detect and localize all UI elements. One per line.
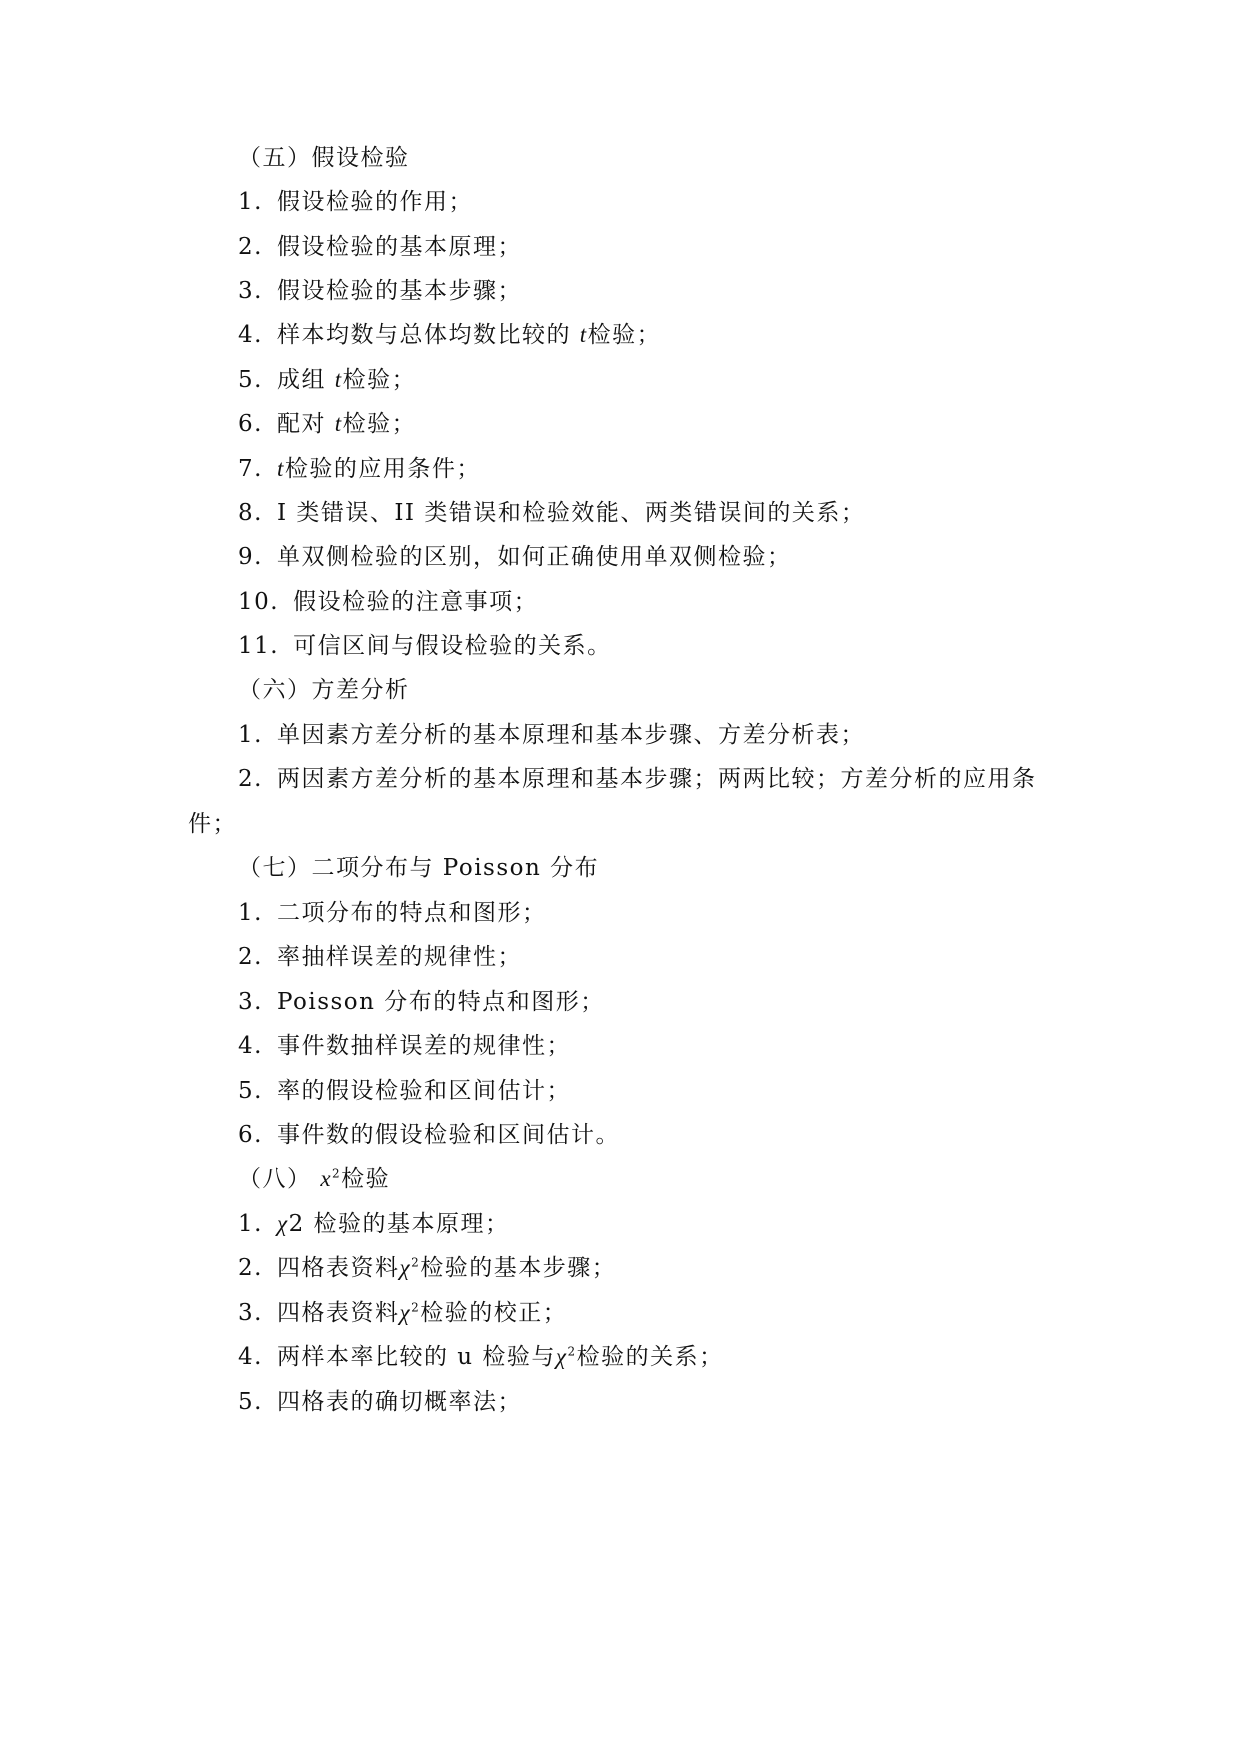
list-item bbox=[238, 1209, 510, 1239]
item-text: 配对 bbox=[276, 411, 335, 437]
item-text: Poisson 分布的特点和图形； bbox=[276, 989, 605, 1015]
list-item bbox=[238, 587, 538, 617]
list-item bbox=[238, 631, 612, 661]
item-text: 四格表资料 bbox=[276, 1255, 400, 1281]
item-number: 3. bbox=[238, 1300, 263, 1326]
list-item bbox=[238, 1253, 616, 1283]
chi-symbol: χ bbox=[399, 1300, 412, 1325]
item-number: 1. bbox=[238, 722, 263, 748]
item-text: 两因素方差分析的基本原理和基本步骤；两两比较；方差分析的应用条 bbox=[276, 766, 1037, 792]
item-number: 4. bbox=[238, 322, 263, 348]
chi-symbol: x bbox=[320, 1166, 333, 1191]
list-item bbox=[238, 542, 791, 572]
t-symbol: t bbox=[276, 456, 285, 481]
list-item bbox=[238, 320, 661, 350]
item-text: 检验； bbox=[587, 322, 662, 348]
item-text: 假设检验的基本原理； bbox=[276, 234, 522, 260]
section-heading-8 bbox=[238, 1164, 390, 1194]
item-text: 假设检验的作用； bbox=[276, 189, 473, 215]
t-symbol: t bbox=[579, 322, 588, 347]
list-item bbox=[238, 276, 522, 306]
item-text: 检验的关系； bbox=[576, 1344, 724, 1370]
item-number: 6. bbox=[238, 411, 263, 437]
list-item bbox=[238, 365, 416, 395]
list-item bbox=[238, 409, 416, 439]
item-number: 1. bbox=[238, 189, 263, 215]
superscript: 2 bbox=[567, 1344, 577, 1359]
item-text: 四格表资料 bbox=[276, 1300, 400, 1326]
list-item bbox=[238, 1076, 571, 1106]
item-number: 5. bbox=[238, 367, 263, 393]
list-item bbox=[238, 898, 546, 928]
item-text: 单双侧检验的区别，如何正确使用单双侧检验； bbox=[276, 544, 792, 570]
chi-symbol: χ bbox=[399, 1255, 412, 1280]
heading-text: 检验 bbox=[341, 1166, 391, 1192]
item-number: 2. bbox=[238, 234, 263, 260]
item-text: 检验的基本原理； bbox=[313, 1211, 510, 1237]
chi-symbol: χ bbox=[555, 1344, 568, 1369]
list-item bbox=[238, 498, 865, 528]
item-number: 4. bbox=[238, 1033, 263, 1059]
t-symbol: t bbox=[334, 367, 343, 392]
item-text: 样本均数与总体均数比较的 bbox=[276, 322, 580, 348]
item-text: 可信区间与假设检验的关系。 bbox=[293, 633, 612, 659]
item-text: 假设检验的基本步骤； bbox=[276, 278, 522, 304]
item-text: 四格表的确切概率法； bbox=[276, 1389, 522, 1415]
list-item bbox=[238, 187, 473, 217]
item-number: 2. bbox=[238, 766, 263, 792]
item-text: 成组 bbox=[276, 367, 335, 393]
item-number: 6. bbox=[238, 1122, 263, 1148]
item-text: 率的假设检验和区间估计； bbox=[276, 1078, 571, 1104]
section-heading-7: （七）二项分布与 Poisson 分布 bbox=[238, 855, 600, 881]
item-number: 3. bbox=[238, 989, 263, 1015]
list-item bbox=[238, 1387, 522, 1417]
list-item bbox=[238, 987, 605, 1017]
list-item bbox=[238, 232, 522, 262]
list-item bbox=[238, 1120, 620, 1150]
item-number: 10. bbox=[238, 589, 280, 615]
list-item bbox=[238, 1342, 724, 1372]
list-item-continuation: 件； bbox=[188, 811, 237, 837]
list-item bbox=[238, 764, 1036, 794]
item-number: 11. bbox=[238, 633, 280, 659]
item-number: 8. bbox=[238, 500, 263, 526]
item-text: 2 bbox=[288, 1211, 314, 1237]
superscript: 2 bbox=[411, 1255, 421, 1270]
list-item bbox=[238, 1031, 571, 1061]
item-text: 检验； bbox=[342, 367, 417, 393]
section-heading-6: （六）方差分析 bbox=[238, 677, 410, 703]
item-text: 假设检验的注意事项； bbox=[293, 589, 539, 615]
item-number: 1. bbox=[238, 1211, 263, 1237]
item-text: 单因素方差分析的基本原理和基本步骤、方差分析表； bbox=[276, 722, 865, 748]
superscript: 2 bbox=[411, 1300, 421, 1315]
heading-text: （八） bbox=[238, 1166, 321, 1192]
item-text: 检验； bbox=[342, 411, 417, 437]
superscript: 2 bbox=[332, 1166, 342, 1181]
item-text: 两样本率比较的 u 检验与 bbox=[276, 1344, 556, 1370]
list-item bbox=[238, 720, 865, 750]
item-text: 率抽样误差的规律性； bbox=[276, 944, 522, 970]
item-text: 检验的校正； bbox=[420, 1300, 568, 1326]
item-number: 4. bbox=[238, 1344, 263, 1370]
item-text: 事件数的假设检验和区间估计。 bbox=[276, 1122, 620, 1148]
chi-symbol: χ bbox=[276, 1211, 289, 1236]
item-number: 1. bbox=[238, 900, 263, 926]
item-number: 5. bbox=[238, 1389, 263, 1415]
item-number: 2. bbox=[238, 1255, 263, 1281]
item-text: 二项分布的特点和图形； bbox=[276, 900, 547, 926]
item-text: 检验的基本步骤； bbox=[420, 1255, 617, 1281]
item-text: 事件数抽样误差的规律性； bbox=[276, 1033, 571, 1059]
list-item bbox=[238, 454, 481, 484]
list-item bbox=[238, 942, 522, 972]
item-number: 9. bbox=[238, 544, 263, 570]
item-text: 检验的应用条件； bbox=[284, 456, 481, 482]
item-number: 3. bbox=[238, 278, 263, 304]
section-heading-5: （五）假设检验 bbox=[238, 145, 410, 171]
item-number: 7. bbox=[238, 456, 263, 482]
item-number: 5. bbox=[238, 1078, 263, 1104]
item-number: 2. bbox=[238, 944, 263, 970]
item-text: I 类错误、II 类错误和检验效能、两类错误间的关系； bbox=[276, 500, 866, 526]
t-symbol: t bbox=[334, 411, 343, 436]
list-item bbox=[238, 1298, 567, 1328]
